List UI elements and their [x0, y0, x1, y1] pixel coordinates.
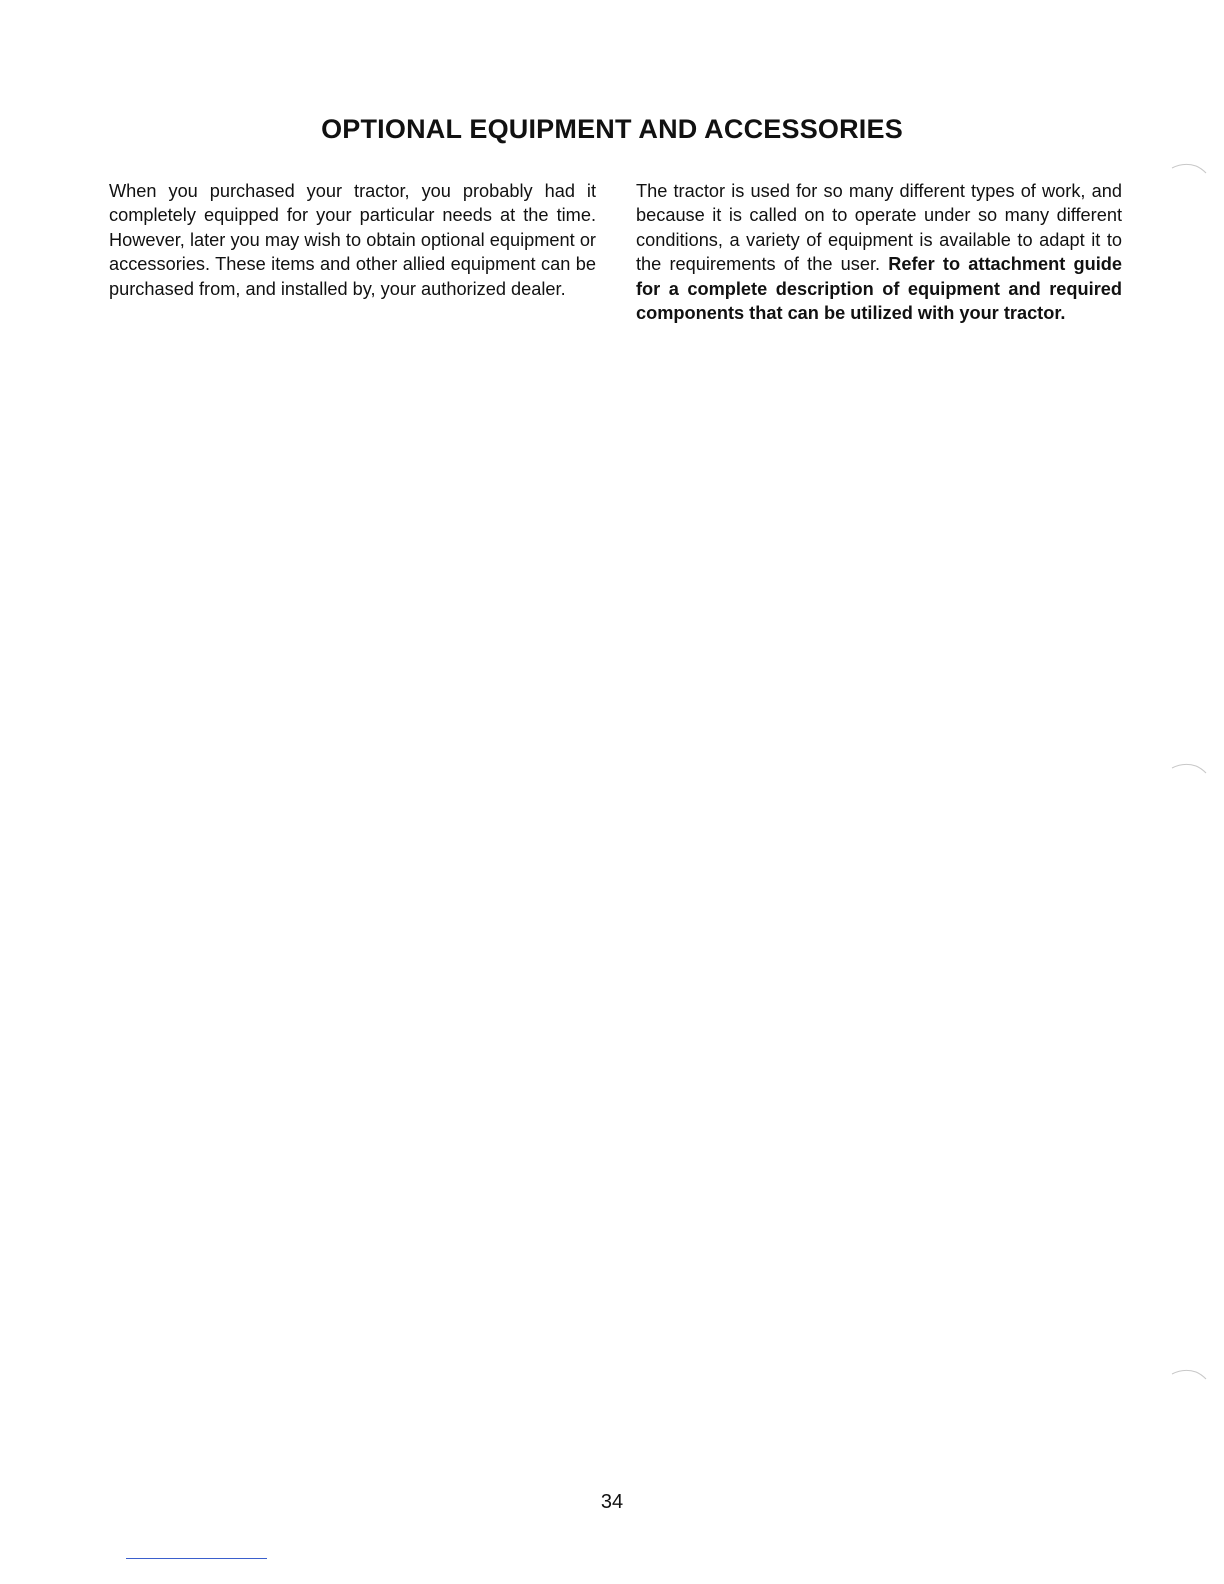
left-column-paragraph: When you purchased your tractor, you probably had it completely equipped for your particular needs at the time. However, later you may wish to obtain optional equipment or accessories. These items and other allied equipment can be purchased from, and installed by, your authorized dealer. [109, 181, 596, 299]
page-number: 34 [600, 1491, 624, 1513]
right-column-paragraph [636, 179, 1122, 325]
page-title: OPTIONAL EQUIPMENT AND ACCESSORIES [321, 114, 903, 144]
footer-rule [126, 1558, 267, 1559]
right-column-bold-text: Refer to attachment guide for a complete description of equipment and required components that can be utilized with your tractor. [636, 254, 1122, 324]
scan-mark [1170, 760, 1208, 774]
scan-mark [1170, 160, 1208, 174]
scan-mark [1170, 1366, 1208, 1380]
right-column-text: The tractor is used for so many different types of work, and because it is called on to operate under so many different conditions, a variety of equipment is available to adapt it to the requirements of the user. [636, 181, 1122, 275]
